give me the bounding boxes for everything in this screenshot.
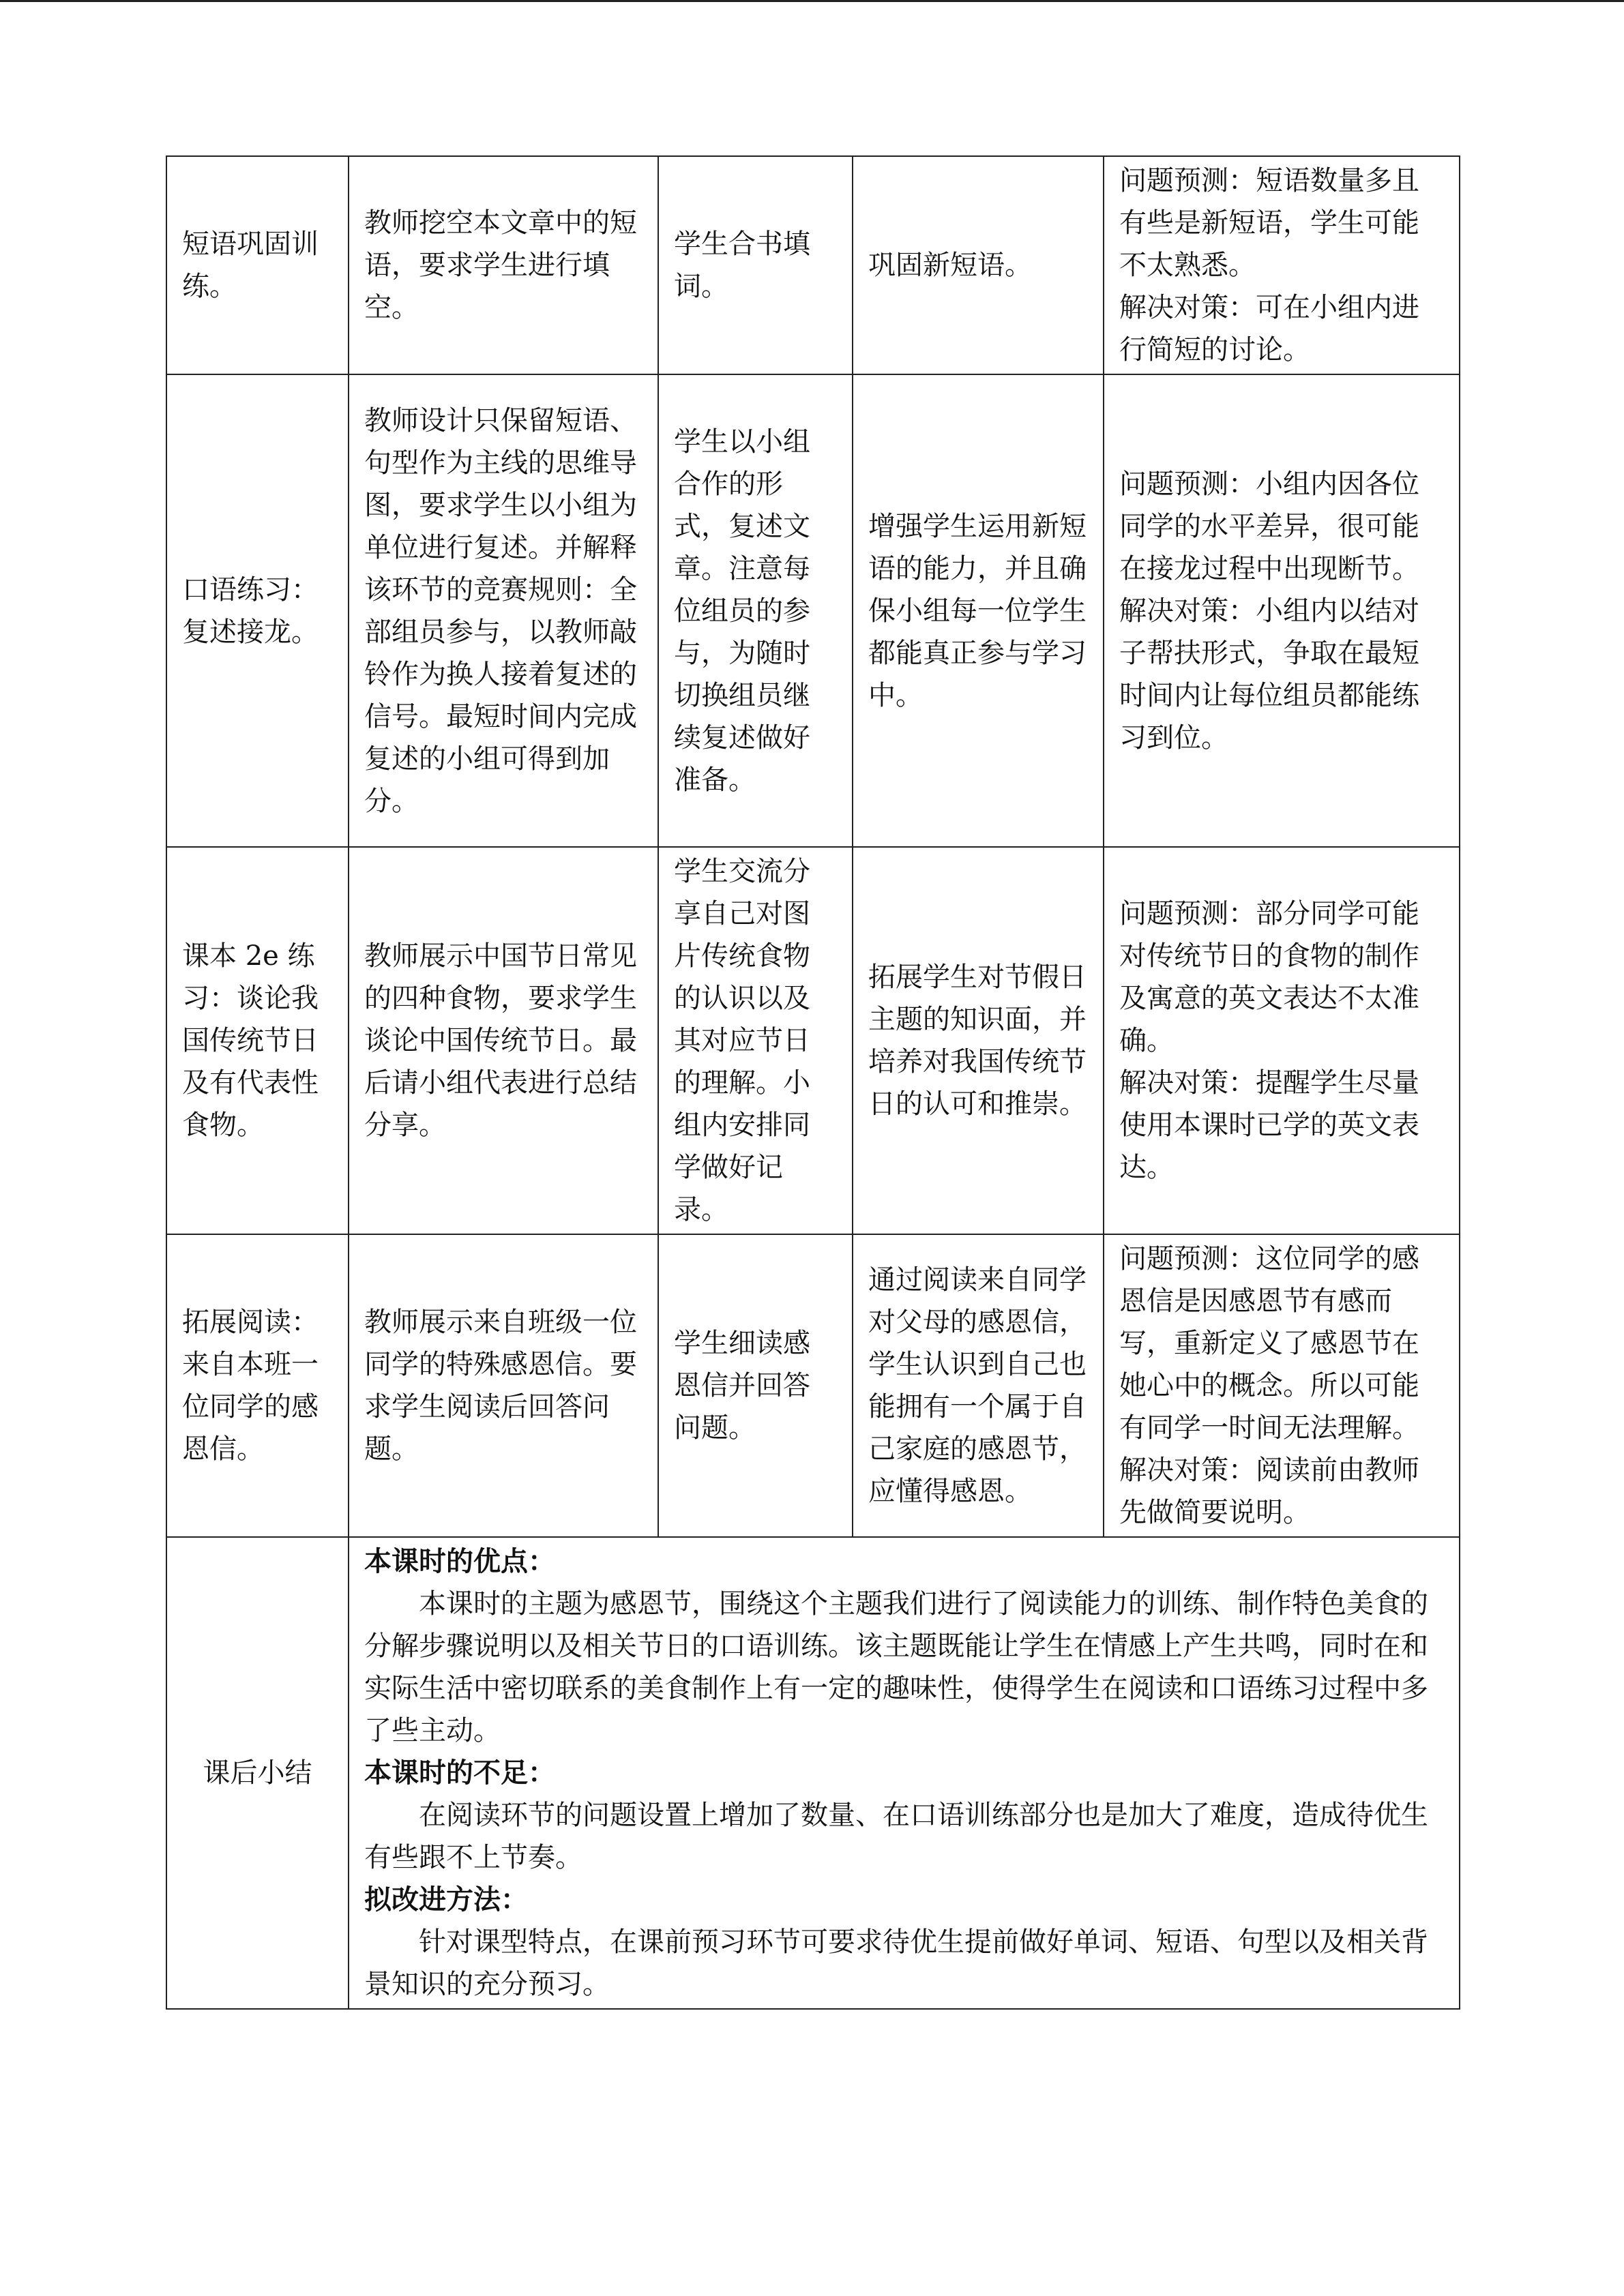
advantages-text: 本课时的主题为感恩节，围绕这个主题我们进行了阅读能力的训练、制作特色美食的分解步骤说明以及相关节日的口语训练。该主题既能让学生在情感上产生共鸣，同时在和实际生活中密切联系的美食制作上有一定的趣味性，使得学生在阅读和口语练习过程中多了些主动。 (364, 1588, 1428, 1746)
summary-label: 课后小结 (166, 1537, 349, 2009)
step-cell: 课本 2e 练习：谈论我国传统节日及有代表性食物。 (166, 847, 349, 1234)
purpose-cell: 拓展学生对节假日主题的知识面，并培养对我国传统节日的认可和推崇。 (853, 847, 1104, 1234)
lesson-plan-table (166, 155, 1460, 2010)
improvement-text: 针对课型特点，在课前预习环节可要求待优生提前做好单词、短语、句型以及相关背景知识的充分预习。 (364, 1926, 1428, 2000)
step-cell: 口语练习：复述接龙。 (166, 374, 349, 847)
shortcomings-heading: 本课时的不足： (364, 1757, 555, 1789)
table-row (166, 847, 1460, 1234)
solution-strategy: 解决对策：阅读前由教师先做简要说明。 (1119, 1455, 1419, 1528)
improvement-heading: 拟改进方法： (364, 1883, 528, 1915)
teacher-activity-cell: 教师设计只保留短语、句型作为主线的思维导图，要求学生以小组为单位进行复述。并解释该环节的竞赛规则：全部组员参与，以教师敲铃作为换人接着复述的信号。最短时间内完成复述的小组可得到加分。 (349, 374, 658, 847)
problem-solution-cell (1104, 1234, 1460, 1537)
teacher-activity-cell: 教师展示来自班级一位同学的特殊感恩信。要求学生阅读后回答问题。 (349, 1234, 658, 1537)
table-row (166, 1234, 1460, 1537)
step-cell: 拓展阅读：来自本班一位同学的感恩信。 (166, 1234, 349, 1537)
purpose-cell: 巩固新短语。 (853, 156, 1104, 374)
summary-body (349, 1537, 1460, 2009)
solution-strategy: 解决对策：提醒学生尽量使用本课时已学的英文表达。 (1119, 1067, 1419, 1183)
purpose-cell: 增强学生运用新短语的能力，并且确保小组每一位学生都能真正参与学习中。 (853, 374, 1104, 847)
student-activity-cell: 学生以小组合作的形式，复述文章。注意每位组员的参与，为随时切换组员继续复述做好准备。 (658, 374, 853, 847)
solution-strategy: 解决对策：小组内以结对子帮扶形式，争取在最短时间内让每位组员都能练习到位。 (1119, 595, 1419, 754)
shortcomings-text: 在阅读环节的问题设置上增加了数量、在口语训练部分也是加大了难度，造成待优生有些跟不上节奏。 (364, 1800, 1428, 1873)
student-activity-cell: 学生交流分享自己对图片传统食物的认识以及其对应节日的理解。小组内安排同学做好记录。 (658, 847, 853, 1234)
problem-prediction: 问题预测：短语数量多且有些是新短语，学生可能不太熟悉。 (1119, 165, 1419, 281)
student-activity-cell: 学生合书填词。 (658, 156, 853, 374)
problem-solution-cell (1104, 156, 1460, 374)
problem-solution-cell (1104, 847, 1460, 1234)
page-top-border (0, 0, 1624, 5)
student-activity-cell: 学生细读感恩信并回答问题。 (658, 1234, 853, 1537)
step-cell: 短语巩固训练。 (166, 156, 349, 374)
table-row (166, 156, 1460, 374)
solution-strategy: 解决对策：可在小组内进行简短的讨论。 (1119, 292, 1419, 366)
purpose-cell: 通过阅读来自同学对父母的感恩信，学生认识到自己也能拥有一个属于自己家庭的感恩节，应懂得感恩。 (853, 1234, 1104, 1537)
problem-solution-cell (1104, 374, 1460, 847)
problem-prediction: 问题预测：这位同学的感恩信是因感恩节有感而写，重新定义了感恩节在她心中的概念。所以可能有同学一时间无法理解。 (1119, 1243, 1419, 1444)
table-row (166, 374, 1460, 847)
teacher-activity-cell: 教师展示中国节日常见的四种食物，要求学生谈论中国传统节日。最后请小组代表进行总结分享。 (349, 847, 658, 1234)
advantages-heading: 本课时的优点： (364, 1545, 555, 1577)
problem-prediction: 问题预测：部分同学可能对传统节日的食物的制作及寓意的英文表达不太准确。 (1119, 898, 1419, 1056)
problem-prediction: 问题预测：小组内因各位同学的水平差异，很可能在接龙过程中出现断节。 (1119, 468, 1419, 584)
teacher-activity-cell: 教师挖空本文章中的短语，要求学生进行填空。 (349, 156, 658, 374)
summary-row (166, 1537, 1460, 2009)
